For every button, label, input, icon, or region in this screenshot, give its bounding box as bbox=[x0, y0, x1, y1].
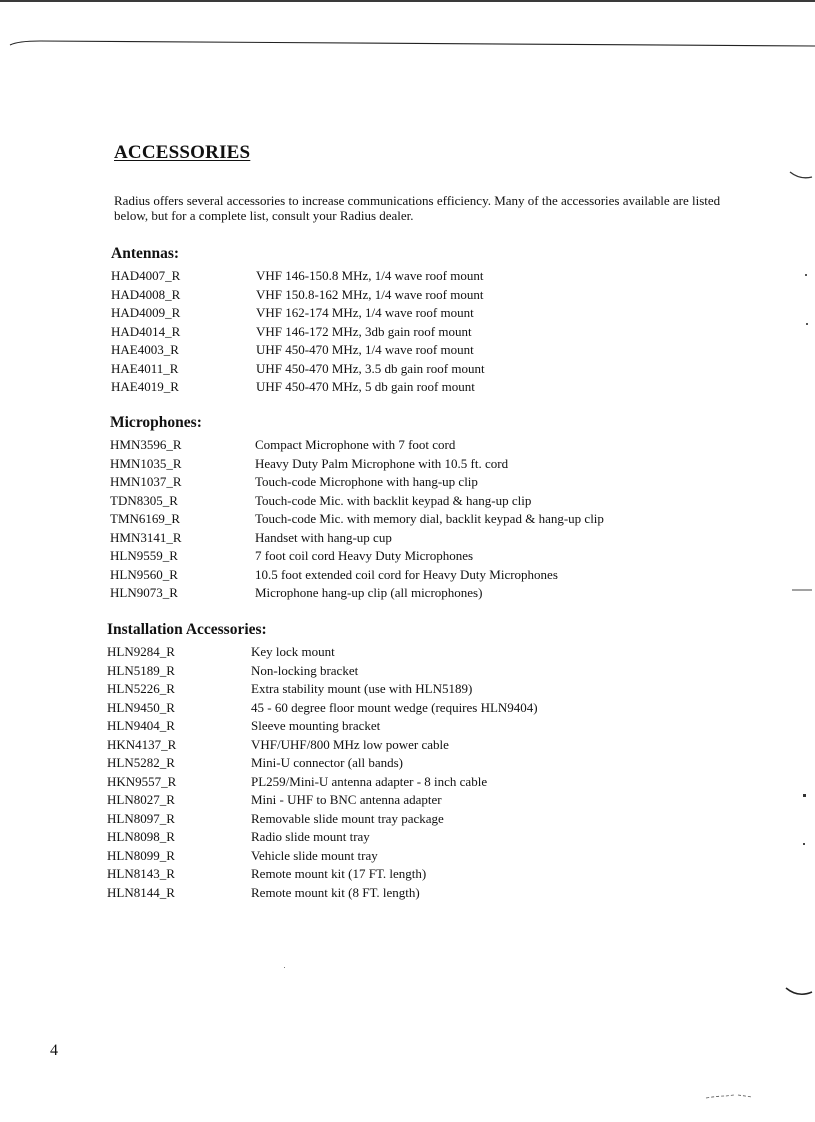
page-top-edge bbox=[0, 0, 815, 2]
binding-mark-bottom bbox=[784, 983, 814, 999]
list-item bbox=[111, 341, 485, 360]
list-item bbox=[107, 773, 538, 792]
part-description: 10.5 foot extended coil cord for Heavy Duty Microphones bbox=[255, 566, 558, 582]
part-description: PL259/Mini-U antenna adapter - 8 inch cable bbox=[251, 773, 488, 789]
speck-3 bbox=[803, 794, 806, 797]
part-number: HLN8097_R bbox=[107, 810, 175, 826]
part-description: Non-locking bracket bbox=[251, 662, 359, 678]
speck-5 bbox=[284, 967, 285, 968]
list-item bbox=[111, 267, 485, 286]
part-description: Touch-code Mic. with backlit keypad & hang-up clip bbox=[255, 492, 532, 508]
list-item bbox=[110, 566, 604, 585]
part-number: HLN9284_R bbox=[107, 644, 175, 659]
section-microphones bbox=[110, 413, 604, 603]
list-item bbox=[111, 286, 485, 305]
part-number: HAD4014_R bbox=[111, 323, 181, 339]
antennas-list bbox=[111, 267, 485, 397]
part-description: Compact Microphone with 7 foot cord bbox=[255, 437, 456, 452]
section-heading-installation: Installation Accessories: bbox=[107, 621, 267, 638]
part-number: HLN5282_R bbox=[107, 755, 175, 770]
part-description: Touch-code Microphone with hang-up clip bbox=[255, 474, 478, 489]
list-item bbox=[110, 529, 604, 548]
list-item bbox=[107, 865, 538, 884]
part-description: Radio slide mount tray bbox=[251, 829, 370, 844]
list-item bbox=[110, 473, 604, 492]
list-item bbox=[107, 662, 538, 681]
list-item bbox=[107, 680, 538, 699]
part-number: HAD4009_R bbox=[111, 305, 181, 320]
part-number: HMN3141_R bbox=[110, 529, 182, 545]
part-number: HMN1037_R bbox=[110, 474, 182, 489]
part-number: HMN3596_R bbox=[110, 437, 182, 452]
list-item bbox=[107, 717, 538, 736]
part-number: HAE4019_R bbox=[111, 379, 179, 394]
part-description: 7 foot coil cord Heavy Duty Microphones bbox=[255, 548, 474, 563]
speck-2 bbox=[806, 323, 808, 325]
list-item bbox=[107, 643, 538, 662]
part-number: TMN6169_R bbox=[110, 511, 181, 526]
part-number: HLN8099_R bbox=[107, 847, 175, 863]
section-antennas bbox=[111, 244, 485, 397]
part-description: Key lock mount bbox=[251, 644, 335, 659]
section-installation bbox=[107, 620, 538, 902]
list-item bbox=[107, 754, 538, 773]
list-item bbox=[107, 810, 538, 829]
list-item bbox=[110, 492, 604, 511]
list-item bbox=[110, 547, 604, 566]
part-description: VHF/UHF/800 MHz low power cable bbox=[251, 736, 449, 752]
part-number: HAE4003_R bbox=[111, 342, 179, 357]
part-number: HLN9560_R bbox=[110, 566, 178, 582]
page-number: 4 bbox=[50, 1042, 58, 1059]
part-number: HLN8027_R bbox=[107, 792, 175, 807]
part-description: VHF 146-150.8 MHz, 1/4 wave roof mount bbox=[256, 268, 484, 283]
list-item bbox=[111, 378, 485, 397]
part-number: HLN5189_R bbox=[107, 662, 175, 678]
part-number: HAD4007_R bbox=[111, 268, 181, 283]
intro-paragraph: Radius offers several accessories to increase communications efficiency. Many of the accessories available are listed below, but for a complete list, consult your Radius dealer. bbox=[114, 193, 721, 223]
part-number: HLN5226_R bbox=[107, 681, 175, 696]
part-number: HAE4011_R bbox=[111, 360, 179, 376]
part-description: Vehicle slide mount tray bbox=[251, 847, 378, 863]
part-description: Microphone hang-up clip (all microphones) bbox=[255, 585, 483, 600]
list-item bbox=[111, 360, 485, 379]
section-heading-microphones: Microphones: bbox=[110, 414, 202, 431]
part-number: TDN8305_R bbox=[110, 492, 178, 508]
part-description: Mini - UHF to BNC antenna adapter bbox=[251, 792, 442, 807]
part-description: UHF 450-470 MHz, 5 db gain roof mount bbox=[256, 379, 475, 394]
list-item bbox=[107, 828, 538, 847]
microphones-list bbox=[110, 436, 604, 603]
part-description: UHF 450-470 MHz, 3.5 db gain roof mount bbox=[256, 360, 485, 376]
page-title: ACCESSORIES bbox=[114, 142, 251, 163]
part-description: Mini-U connector (all bands) bbox=[251, 755, 403, 770]
part-number: HLN8144_R bbox=[107, 884, 175, 900]
list-item bbox=[107, 884, 538, 903]
list-item bbox=[111, 323, 485, 342]
part-description: Heavy Duty Palm Microphone with 10.5 ft. cord bbox=[255, 455, 509, 471]
part-description: Sleeve mounting bracket bbox=[251, 718, 381, 733]
header-rule bbox=[0, 38, 815, 50]
list-item bbox=[107, 699, 538, 718]
binding-mark-middle bbox=[790, 586, 814, 594]
speck-1 bbox=[805, 274, 807, 276]
part-number: HLN8098_R bbox=[107, 829, 175, 844]
part-description: Handset with hang-up cup bbox=[255, 529, 392, 545]
list-item bbox=[107, 791, 538, 810]
part-number: HLN9559_R bbox=[110, 548, 178, 563]
part-number: HKN4137_R bbox=[107, 736, 177, 752]
binding-mark-top bbox=[788, 168, 814, 182]
part-description: VHF 150.8-162 MHz, 1/4 wave roof mount bbox=[256, 286, 484, 302]
part-description: Removable slide mount tray package bbox=[251, 810, 444, 826]
installation-list bbox=[107, 643, 538, 902]
list-item bbox=[110, 436, 604, 455]
part-number: HMN1035_R bbox=[110, 455, 182, 471]
part-description: 45 - 60 degree floor mount wedge (requires HLN9404) bbox=[251, 699, 538, 715]
scan-squiggle bbox=[704, 1090, 754, 1102]
part-number: HLN9073_R bbox=[110, 585, 178, 600]
part-description: Extra stability mount (use with HLN5189) bbox=[251, 681, 473, 696]
part-number: HKN9557_R bbox=[107, 773, 177, 789]
part-description: VHF 162-174 MHz, 1/4 wave roof mount bbox=[256, 305, 474, 320]
list-item bbox=[107, 736, 538, 755]
part-number: HLN9450_R bbox=[107, 699, 175, 715]
list-item bbox=[110, 584, 604, 603]
part-description: UHF 450-470 MHz, 1/4 wave roof mount bbox=[256, 342, 474, 357]
part-number: HLN8143_R bbox=[107, 866, 175, 881]
speck-4 bbox=[803, 843, 805, 845]
list-item bbox=[107, 847, 538, 866]
list-item bbox=[111, 304, 485, 323]
list-item bbox=[110, 510, 604, 529]
part-number: HAD4008_R bbox=[111, 286, 181, 302]
section-heading-antennas: Antennas: bbox=[111, 245, 180, 262]
part-description: Remote mount kit (8 FT. length) bbox=[251, 884, 420, 900]
part-number: HLN9404_R bbox=[107, 718, 175, 733]
list-item bbox=[110, 455, 604, 474]
part-description: Touch-code Mic. with memory dial, backlit keypad & hang-up clip bbox=[255, 511, 604, 526]
part-description: VHF 146-172 MHz, 3db gain roof mount bbox=[256, 323, 472, 339]
part-description: Remote mount kit (17 FT. length) bbox=[251, 866, 427, 881]
